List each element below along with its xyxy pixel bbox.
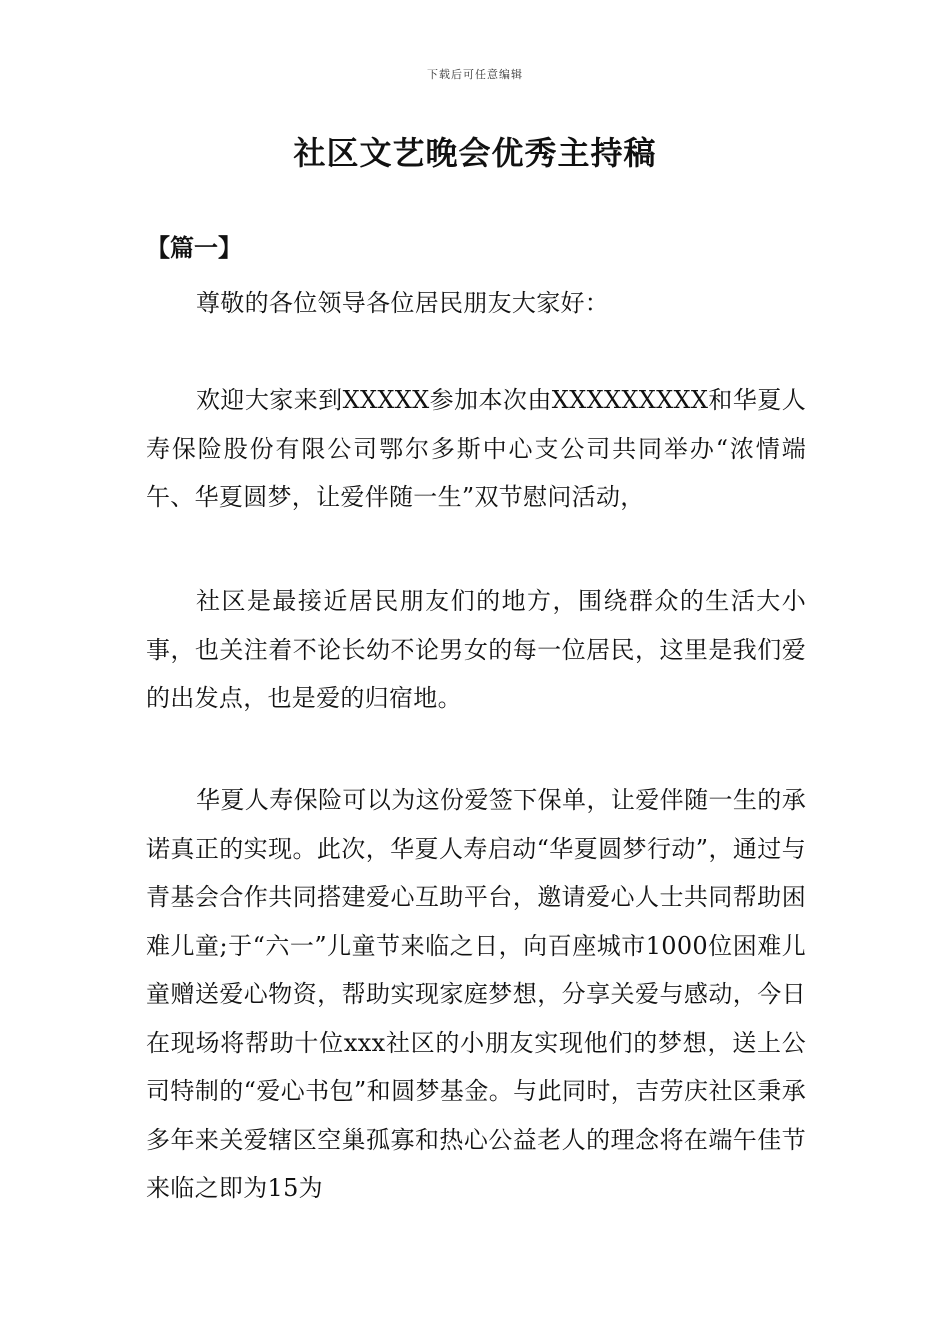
document-title: 社区文艺晚会优秀主持稿 (293, 134, 657, 172)
section-label: 【篇一】 (146, 234, 242, 262)
header-note: 下载后可任意编辑 (427, 68, 523, 81)
paragraph-3: 华夏人寿保险可以为这份爱签下保单，让爱伴随一生的承诺真正的实现。此次，华夏人寿启动“华夏圆梦行动”，通过与青基会合作共同搭建爱心互助平台，邀请爱心人士共同帮助困难儿童;于“六一”儿童节来临之日，向百座城市1000位困难儿童赠送爱心物资，帮助实现家庭梦想，分享关爱与感动，今日在现场将帮助十位xxx社区的小朋友实现他们的梦想，送上公司特制的“爱心书包”和圆梦基金。与此同时，吉劳庆社区秉承多年来关爱辖区空巢孤寡和热心公益老人的理念将在端午佳节来临之即为15为 (146, 786, 806, 1202)
paragraph-1: 欢迎大家来到XXXXX参加本次由XXXXXXXXX和华夏人寿保险股份有限公司鄂尔多斯中心支公司共同举办“浓情端午、华夏圆梦，让爱伴随一生”双节慰问活动， (146, 386, 806, 511)
paragraph-2: 社区是最接近居民朋友们的地方，围绕群众的生活大小事，也关注着不论长幼不论男女的每一位居民，这里是我们爱的出发点，也是爱的归宿地。 (146, 587, 806, 712)
greeting-paragraph: 尊敬的各位领导各位居民朋友大家好： (196, 289, 610, 317)
